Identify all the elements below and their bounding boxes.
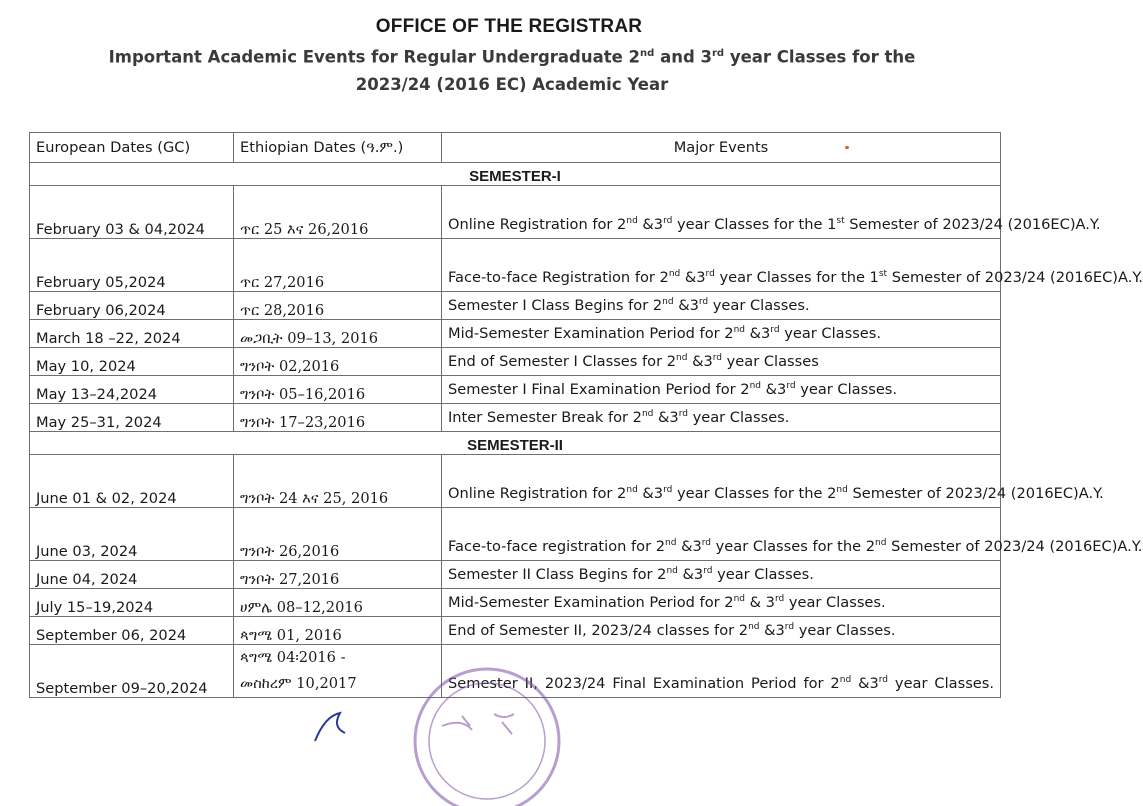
event-text: Semester of 2023/24 (2016EC)A.Y.: [887, 269, 1143, 286]
event-text: Semester of 2023/24 (2016EC)A.Y.: [844, 216, 1101, 233]
event-description: [442, 455, 1104, 508]
header-ec: Ethiopian Dates (ዓ.ም.): [234, 133, 442, 163]
gc-date: July 15–19,2024: [30, 589, 234, 617]
event-description: [442, 617, 1001, 645]
sup-nd: nd: [641, 408, 654, 419]
sup-nd: nd: [662, 296, 674, 307]
event-text: &3: [759, 621, 785, 639]
event-text: year Classes.: [795, 380, 898, 398]
event-text: Face-to-face Registration for 2: [448, 269, 669, 286]
event-text: Inter Semester Break for 2: [448, 408, 642, 426]
event-text: year Classes for the 2: [711, 538, 876, 555]
event-description: [442, 320, 1001, 348]
event-text: year Classes.: [779, 324, 882, 342]
sup-nd: nd: [626, 485, 638, 496]
gc-date: May 13–24,2024: [30, 376, 234, 404]
sup-rd: rd: [712, 48, 725, 59]
event-text: year Classes.: [708, 296, 810, 314]
sup-rd: rd: [770, 324, 780, 335]
ec-date: ግንቦት 05–16,2016: [234, 376, 442, 404]
ec-date: ጥር 25 እና 26,2016: [234, 186, 442, 239]
sup-rd: rd: [698, 296, 709, 307]
event-text: &3: [680, 269, 706, 286]
event-description: [442, 292, 1001, 320]
gc-date: September 06, 2024: [30, 617, 234, 645]
ec-date: መጋቢት 09–13, 2016: [234, 320, 442, 348]
event-text: Semester I Final Examination Period for 2: [448, 380, 750, 398]
header-events: Major Events: [442, 133, 1001, 163]
document-header: [0, 16, 1024, 98]
sup-nd: nd: [640, 48, 655, 59]
sup-rd: rd: [703, 565, 713, 576]
events-body: [30, 163, 1143, 698]
semester-1-row: [30, 163, 1001, 186]
sup-nd: nd: [666, 565, 678, 576]
events-table: [29, 132, 1143, 698]
event-text: Semester I Class Begins for 2: [448, 296, 663, 314]
document-subtitle: [0, 40, 1024, 98]
sup-nd: nd: [748, 621, 760, 632]
ec-date: ጥር 28,2016: [234, 292, 442, 320]
ec-date: ጳግሜ 01, 2016: [234, 617, 442, 645]
event-text: & 3: [744, 593, 775, 611]
ec-date: ግንቦት 26,2016: [234, 508, 442, 561]
event-text: &3: [673, 296, 699, 314]
event-description: [442, 376, 1001, 404]
ec-date: ግንቦት 27,2016: [234, 561, 442, 589]
gc-date: February 05,2024: [30, 239, 234, 292]
event-text: Online Registration for 2: [448, 216, 627, 233]
semester-label: SEMESTER-I: [30, 163, 1001, 186]
table-row: [30, 404, 1001, 432]
table-row: [30, 645, 1001, 698]
sup-rd: rd: [663, 485, 673, 496]
table-row: [30, 186, 1001, 239]
sup-rd: rd: [701, 538, 712, 549]
event-text: &3: [851, 675, 879, 692]
sup-rd: rd: [878, 675, 889, 686]
gc-date: June 01 & 02, 2024: [30, 455, 234, 508]
table-row: [30, 348, 1001, 376]
event-text: year Classes for the 1: [672, 216, 837, 233]
event-text: year Classes.: [794, 621, 896, 639]
sup-rd: rd: [712, 352, 723, 363]
event-text: Mid-Semester Examination Period for 2: [448, 324, 734, 342]
ec-date: [234, 645, 442, 698]
ec-date: ሀምሌ 08–12,2016: [234, 589, 442, 617]
event-text: year Classes: [722, 352, 819, 370]
event-text: Online Registration for 2: [448, 485, 627, 502]
event-description: [442, 645, 1001, 698]
event-text: &3: [677, 565, 704, 583]
event-text: &3: [637, 485, 664, 502]
table-row: [30, 292, 1001, 320]
event-text: &3: [676, 538, 702, 555]
table-row: [30, 617, 1001, 645]
gc-date: February 06,2024: [30, 292, 234, 320]
subtitle-part: and 3: [654, 47, 712, 67]
event-description: [442, 404, 1001, 432]
event-description: [442, 508, 1143, 561]
event-text: Semester II, 2023/24 Final Examination Period for 2: [448, 675, 840, 692]
gc-date: May 10, 2024: [30, 348, 234, 376]
event-description: [442, 239, 1143, 292]
sup-rd: rd: [784, 621, 795, 632]
sup-st: st: [878, 269, 888, 280]
gc-date: June 03, 2024: [30, 508, 234, 561]
subtitle-year: 2023/24 (2016 EC) Academic Year: [355, 74, 669, 94]
sup-nd: nd: [836, 485, 848, 496]
event-description: [442, 589, 1001, 617]
gc-date: February 03 & 04,2024: [30, 186, 234, 239]
event-text: year Classes.: [687, 408, 790, 426]
sup-nd: nd: [668, 269, 681, 280]
gc-date: June 04, 2024: [30, 561, 234, 589]
sup-nd: nd: [839, 675, 852, 686]
table-row: [30, 239, 1001, 292]
table-header-row: [30, 133, 1001, 163]
event-text: End of Semester I Classes for 2: [448, 352, 677, 370]
sup-nd: nd: [676, 352, 688, 363]
table-row: [30, 508, 1001, 561]
semester-label: SEMESTER-II: [30, 432, 1001, 455]
event-text: &3: [653, 408, 679, 426]
table-row: [30, 561, 1001, 589]
gc-date: May 25–31, 2024: [30, 404, 234, 432]
table-row: [30, 376, 1001, 404]
event-text: year Classes.: [784, 593, 886, 611]
event-text: Semester II Class Begins for 2: [448, 565, 667, 583]
event-text: year Classes for the 2: [672, 485, 837, 502]
event-text: year Classes.: [712, 565, 814, 583]
sup-nd: nd: [733, 324, 745, 335]
event-text: &3: [687, 352, 713, 370]
event-description: [442, 561, 1001, 589]
sup-nd: nd: [665, 538, 677, 549]
table-row: [30, 589, 1001, 617]
ec-date: ግንቦት 24 እና 25, 2016: [234, 455, 442, 508]
event-text: &3: [637, 216, 664, 233]
subtitle-part: year Classes for the: [724, 47, 916, 67]
office-title: OFFICE OF THE REGISTRAR: [375, 16, 643, 37]
sup-nd: nd: [875, 538, 887, 549]
sup-nd: nd: [626, 216, 638, 227]
sup-rd: rd: [663, 216, 673, 227]
sup-st: st: [836, 216, 845, 227]
semester-2-row: [30, 432, 1001, 455]
table-row: [30, 320, 1001, 348]
event-text: Face-to-face registration for 2: [448, 538, 666, 555]
ec-date: ግንቦት 17–23,2016: [234, 404, 442, 432]
event-text: End of Semester II, 2023/24 classes for 2: [448, 621, 749, 639]
gc-date: March 18 –22, 2024: [30, 320, 234, 348]
event-text: year Classes for the 1: [714, 269, 879, 286]
event-text: &3: [761, 380, 787, 398]
event-description: [442, 186, 1101, 239]
header-gc: European Dates (GC): [30, 133, 234, 163]
gc-date: September 09–20,2024: [30, 645, 234, 698]
event-text: Semester of 2023/24 (2016EC)A.Y.: [886, 538, 1143, 555]
signature-mark: [300, 706, 370, 746]
sup-nd: nd: [733, 593, 745, 604]
ec-date-line: ጳግሜ 04፡2016 -: [240, 649, 346, 666]
event-text: Semester of 2023/24 (2016EC)A.Y.: [847, 485, 1104, 502]
event-description: [442, 348, 1001, 376]
ec-date-line: መስከረም 10,2017: [240, 675, 357, 692]
sup-rd: rd: [774, 593, 785, 604]
event-text: Mid-Semester Examination Period for 2: [448, 593, 734, 611]
event-text: year Classes.: [888, 675, 995, 692]
sup-rd: rd: [705, 269, 715, 280]
sup-rd: rd: [678, 408, 688, 419]
ec-date: ጥር 27,2016: [234, 239, 442, 292]
ec-date: ግንቦት 02,2016: [234, 348, 442, 376]
table-row: [30, 455, 1001, 508]
event-text: &3: [744, 324, 771, 342]
sup-nd: nd: [749, 380, 762, 391]
sup-rd: rd: [786, 380, 796, 391]
subtitle-part: Important Academic Events for Regular Undergraduate 2: [108, 47, 641, 67]
